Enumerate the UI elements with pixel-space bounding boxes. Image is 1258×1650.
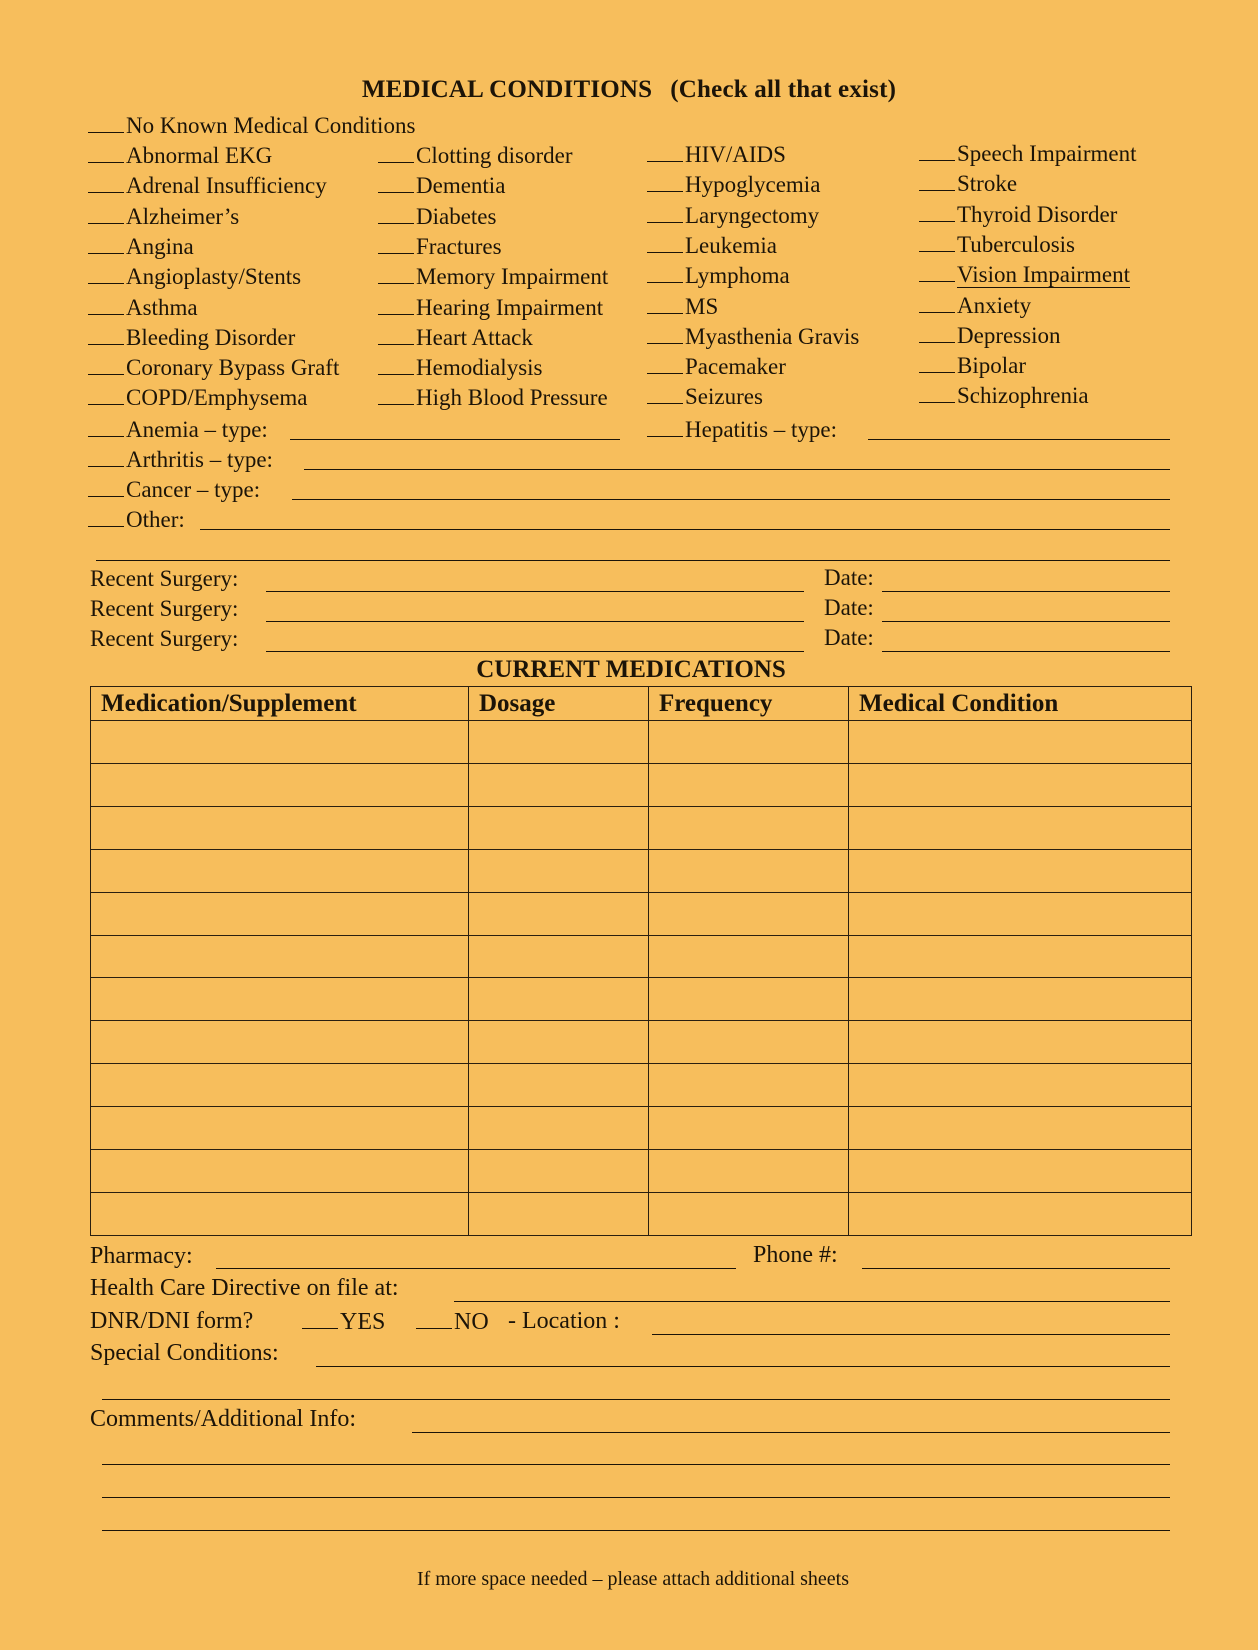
frequency-cell[interactable] bbox=[649, 806, 849, 849]
checkbox-blank[interactable] bbox=[647, 169, 683, 192]
condition-cell[interactable] bbox=[849, 1107, 1192, 1150]
checkbox-blank[interactable] bbox=[88, 292, 124, 315]
condition-arthritis[interactable] bbox=[88, 444, 273, 474]
checkbox-blank[interactable] bbox=[88, 140, 124, 163]
dosage-cell[interactable] bbox=[469, 806, 649, 849]
header-medication: Medication/Supplement bbox=[91, 687, 469, 721]
other-field-line-2[interactable] bbox=[96, 559, 1170, 561]
condition-item[interactable] bbox=[919, 229, 1075, 259]
checkbox-blank[interactable] bbox=[378, 382, 414, 405]
dnr-yes-label: YES bbox=[340, 1309, 386, 1335]
surgery-date-label-2: Date: bbox=[824, 595, 874, 620]
special-conditions-field-line-2[interactable] bbox=[102, 1398, 1170, 1400]
frequency-cell[interactable] bbox=[649, 721, 849, 764]
checkbox-blank[interactable] bbox=[647, 414, 683, 437]
medication-row bbox=[91, 1150, 1192, 1193]
checkbox-blank[interactable] bbox=[88, 322, 124, 345]
condition-label: Asthma bbox=[126, 294, 198, 320]
checkbox-blank[interactable] bbox=[647, 291, 683, 314]
pharmacy-field[interactable] bbox=[216, 1267, 736, 1269]
anemia-type-field[interactable] bbox=[290, 438, 620, 440]
checkbox-blank[interactable] bbox=[88, 444, 124, 467]
dosage-cell[interactable] bbox=[469, 1064, 649, 1107]
condition-label: Angina bbox=[126, 233, 194, 259]
dnr-yes-option[interactable] bbox=[302, 1306, 385, 1337]
condition-label: Schizophrenia bbox=[957, 383, 1089, 409]
condition-cell[interactable] bbox=[849, 935, 1192, 978]
dosage-cell[interactable] bbox=[469, 978, 649, 1021]
condition-item[interactable] bbox=[378, 201, 496, 231]
hepatitis-type-field[interactable] bbox=[868, 438, 1170, 440]
medication-cell[interactable] bbox=[91, 721, 469, 764]
checkbox-blank[interactable] bbox=[378, 292, 414, 315]
dosage-cell[interactable] bbox=[469, 892, 649, 935]
frequency-cell[interactable] bbox=[649, 1150, 849, 1193]
checkbox-blank[interactable] bbox=[378, 170, 414, 193]
checkbox-blank[interactable] bbox=[88, 352, 124, 375]
surgery-field-3[interactable] bbox=[266, 650, 804, 652]
checkbox-blank[interactable] bbox=[88, 414, 124, 437]
checkbox-blank[interactable] bbox=[302, 1306, 338, 1329]
condition-item[interactable] bbox=[919, 259, 1130, 289]
condition-label: Anemia – type: bbox=[126, 417, 268, 442]
frequency-cell[interactable] bbox=[649, 849, 849, 892]
condition-item[interactable] bbox=[919, 168, 1017, 198]
condition-item[interactable] bbox=[647, 139, 786, 169]
checkbox-blank[interactable] bbox=[919, 320, 955, 343]
checkbox-blank[interactable] bbox=[919, 380, 955, 403]
condition-label: Thyroid Disorder bbox=[957, 201, 1118, 227]
checkbox-blank[interactable] bbox=[88, 474, 124, 497]
medication-row bbox=[91, 763, 1192, 806]
condition-label: Pacemaker bbox=[685, 354, 786, 380]
condition-label: Alzheimer’s bbox=[126, 203, 240, 229]
checkbox-blank[interactable] bbox=[919, 138, 955, 161]
condition-cell[interactable] bbox=[849, 849, 1192, 892]
medication-row bbox=[91, 806, 1192, 849]
form-title-main: MEDICAL CONDITIONS bbox=[361, 76, 653, 103]
medications-body bbox=[91, 721, 1192, 1236]
medication-row bbox=[91, 1107, 1192, 1150]
header-frequency: Frequency bbox=[649, 687, 849, 721]
condition-cell[interactable] bbox=[849, 1192, 1192, 1235]
arthritis-type-field[interactable] bbox=[304, 468, 1170, 470]
condition-cell[interactable] bbox=[849, 721, 1192, 764]
checkbox-blank[interactable] bbox=[919, 259, 955, 282]
medication-row bbox=[91, 721, 1192, 764]
condition-item[interactable] bbox=[88, 322, 295, 352]
condition-label: Adrenal Insufficiency bbox=[126, 173, 327, 199]
checkbox-blank[interactable] bbox=[378, 352, 414, 375]
dosage-cell[interactable] bbox=[469, 763, 649, 806]
medication-row bbox=[91, 892, 1192, 935]
condition-item[interactable] bbox=[378, 170, 505, 200]
condition-label: Stroke bbox=[957, 171, 1018, 197]
comments-label: Comments/Additional Info: bbox=[90, 1406, 356, 1432]
cancer-type-field[interactable] bbox=[292, 498, 1170, 500]
condition-label: Hypoglycemia bbox=[685, 172, 821, 198]
medication-row bbox=[91, 1064, 1192, 1107]
checkbox-blank[interactable] bbox=[919, 229, 955, 252]
medication-cell[interactable] bbox=[91, 1021, 469, 1064]
condition-anemia[interactable] bbox=[88, 414, 268, 444]
checkbox-blank[interactable] bbox=[647, 351, 683, 374]
dosage-cell[interactable] bbox=[469, 1021, 649, 1064]
condition-cell[interactable] bbox=[849, 978, 1192, 1021]
medications-title: CURRENT MEDICATIONS bbox=[476, 656, 786, 683]
condition-label: Fractures bbox=[416, 233, 502, 259]
checkbox-blank[interactable] bbox=[378, 322, 414, 345]
dosage-cell[interactable] bbox=[469, 935, 649, 978]
condition-item[interactable] bbox=[88, 170, 327, 200]
condition-item[interactable] bbox=[647, 169, 820, 199]
condition-item[interactable] bbox=[88, 292, 198, 322]
condition-cancer[interactable] bbox=[88, 474, 260, 504]
checkbox-blank[interactable] bbox=[88, 382, 124, 405]
condition-item[interactable] bbox=[647, 291, 718, 321]
condition-label: Memory Impairment bbox=[416, 264, 609, 290]
dnr-location-field[interactable] bbox=[652, 1333, 1170, 1335]
condition-label: Speech Impairment bbox=[957, 141, 1137, 166]
dnr-no-option[interactable] bbox=[416, 1306, 489, 1337]
condition-item[interactable] bbox=[647, 200, 819, 230]
checkbox-blank[interactable] bbox=[378, 231, 414, 254]
condition-item[interactable] bbox=[647, 381, 763, 411]
medications-header-row bbox=[91, 687, 1192, 721]
medication-cell[interactable] bbox=[91, 935, 469, 978]
condition-label: Diabetes bbox=[416, 203, 497, 229]
condition-label: Other: bbox=[126, 507, 185, 532]
condition-label: HIV/AIDS bbox=[685, 142, 786, 167]
condition-label: Angioplasty/Stents bbox=[126, 264, 302, 290]
dosage-cell[interactable] bbox=[469, 1150, 649, 1193]
medication-row bbox=[91, 1021, 1192, 1064]
condition-cell[interactable] bbox=[849, 1064, 1192, 1107]
dnr-label: DNR/DNI form? bbox=[90, 1308, 254, 1334]
condition-label: Myasthenia Gravis bbox=[685, 323, 860, 349]
frequency-cell[interactable] bbox=[649, 978, 849, 1021]
condition-label: Leukemia bbox=[685, 232, 777, 258]
condition-cell[interactable] bbox=[849, 1021, 1192, 1064]
condition-label: Cancer – type: bbox=[126, 477, 261, 502]
condition-item[interactable] bbox=[378, 292, 603, 322]
form-title-sub: (Check all that exist) bbox=[670, 76, 897, 103]
medication-cell[interactable] bbox=[91, 1064, 469, 1107]
condition-item[interactable] bbox=[647, 230, 777, 260]
dosage-cell[interactable] bbox=[469, 1107, 649, 1150]
medications-table bbox=[90, 686, 1192, 1236]
condition-item[interactable] bbox=[378, 322, 533, 352]
condition-item[interactable] bbox=[919, 290, 1031, 320]
condition-label: MS bbox=[685, 293, 719, 319]
medication-row bbox=[91, 935, 1192, 978]
frequency-cell[interactable] bbox=[649, 892, 849, 935]
footer-note: If more space needed – please attach additional sheets bbox=[416, 1568, 850, 1590]
phone-label: Phone #: bbox=[753, 1242, 838, 1268]
frequency-cell[interactable] bbox=[649, 1064, 849, 1107]
surgery-date-label-1: Date: bbox=[824, 565, 874, 590]
frequency-cell[interactable] bbox=[649, 1192, 849, 1235]
condition-item[interactable] bbox=[88, 382, 307, 412]
medication-cell[interactable] bbox=[91, 1150, 469, 1193]
dosage-cell[interactable] bbox=[469, 1192, 649, 1235]
condition-item[interactable] bbox=[919, 380, 1089, 410]
frequency-cell[interactable] bbox=[649, 1107, 849, 1150]
condition-item[interactable] bbox=[378, 140, 573, 170]
surgery-date-field-1[interactable] bbox=[882, 590, 1170, 592]
medication-cell[interactable] bbox=[91, 1192, 469, 1235]
checkbox-blank[interactable] bbox=[416, 1306, 452, 1329]
checkbox-blank[interactable] bbox=[647, 321, 683, 344]
condition-no-known[interactable] bbox=[88, 110, 415, 140]
condition-label: Seizures bbox=[685, 384, 763, 410]
condition-label: Anxiety bbox=[957, 292, 1032, 318]
condition-item[interactable] bbox=[919, 320, 1060, 350]
checkbox-blank[interactable] bbox=[88, 504, 124, 527]
phone-field[interactable] bbox=[862, 1267, 1170, 1269]
condition-item[interactable] bbox=[647, 321, 859, 351]
medication-cell[interactable] bbox=[91, 978, 469, 1021]
condition-item[interactable] bbox=[88, 201, 239, 231]
condition-item[interactable] bbox=[919, 350, 1026, 380]
condition-label: Lymphoma bbox=[685, 263, 790, 289]
condition-item[interactable] bbox=[378, 352, 543, 382]
condition-label: Bleeding Disorder bbox=[126, 324, 296, 350]
condition-item[interactable] bbox=[378, 231, 502, 261]
frequency-cell[interactable] bbox=[649, 1021, 849, 1064]
checkbox-blank[interactable] bbox=[647, 139, 683, 162]
special-conditions-field[interactable] bbox=[316, 1365, 1170, 1367]
medication-cell[interactable] bbox=[91, 1107, 469, 1150]
condition-label: Abnormal EKG bbox=[126, 143, 273, 168]
checkbox-blank[interactable] bbox=[647, 381, 683, 404]
checkbox-blank[interactable] bbox=[919, 290, 955, 313]
dnr-no-label: NO bbox=[454, 1309, 489, 1335]
medication-row bbox=[91, 1192, 1192, 1235]
condition-item[interactable] bbox=[88, 261, 301, 291]
dosage-cell[interactable] bbox=[469, 849, 649, 892]
condition-item[interactable] bbox=[88, 140, 272, 170]
condition-label: Dementia bbox=[416, 173, 506, 199]
condition-item[interactable] bbox=[88, 352, 339, 382]
dnr-location-label: - Location : bbox=[508, 1308, 620, 1334]
checkbox-blank[interactable] bbox=[378, 140, 414, 163]
condition-label: Hemodialysis bbox=[416, 355, 543, 381]
condition-label: High Blood Pressure bbox=[416, 385, 608, 411]
special-conditions-label: Special Conditions: bbox=[90, 1340, 279, 1366]
surgery-field-1[interactable] bbox=[266, 590, 804, 592]
medication-cell[interactable] bbox=[91, 763, 469, 806]
surgery-field-2[interactable] bbox=[266, 620, 804, 622]
surgery-label-2: Recent Surgery: bbox=[90, 596, 239, 621]
comments-field[interactable] bbox=[412, 1431, 1170, 1433]
condition-item[interactable] bbox=[647, 351, 786, 381]
header-dosage: Dosage bbox=[469, 687, 649, 721]
surgery-date-field-2[interactable] bbox=[882, 620, 1170, 622]
directive-label: Health Care Directive on file at: bbox=[90, 1275, 399, 1301]
medication-row bbox=[91, 978, 1192, 1021]
condition-cell[interactable] bbox=[849, 763, 1192, 806]
frequency-cell[interactable] bbox=[649, 763, 849, 806]
condition-other[interactable] bbox=[88, 504, 185, 534]
checkbox-blank[interactable] bbox=[919, 199, 955, 222]
checkbox-blank[interactable] bbox=[647, 200, 683, 223]
checkbox-blank[interactable] bbox=[378, 201, 414, 224]
checkbox-blank[interactable] bbox=[378, 261, 414, 284]
other-field[interactable] bbox=[200, 528, 1170, 530]
condition-label: Clotting disorder bbox=[416, 143, 573, 168]
condition-cell[interactable] bbox=[849, 1150, 1192, 1193]
condition-item[interactable] bbox=[88, 231, 194, 261]
checkbox-blank[interactable] bbox=[919, 350, 955, 373]
condition-hepatitis[interactable] bbox=[647, 414, 837, 444]
checkbox-blank[interactable] bbox=[88, 231, 124, 254]
pharmacy-label: Pharmacy: bbox=[90, 1243, 193, 1269]
surgery-label-3: Recent Surgery: bbox=[90, 626, 239, 651]
condition-item[interactable] bbox=[378, 382, 608, 412]
condition-label: Hearing Impairment bbox=[416, 294, 604, 320]
condition-label: Hepatitis – type: bbox=[685, 417, 838, 442]
condition-label: Vision Impairment bbox=[957, 262, 1131, 288]
medication-row bbox=[91, 849, 1192, 892]
comments-field-line-4[interactable] bbox=[102, 1529, 1170, 1531]
checkbox-blank[interactable] bbox=[647, 230, 683, 253]
comments-field-line-2[interactable] bbox=[102, 1463, 1170, 1465]
condition-cell[interactable] bbox=[849, 806, 1192, 849]
surgery-label-1: Recent Surgery: bbox=[90, 566, 239, 591]
dosage-cell[interactable] bbox=[469, 721, 649, 764]
condition-label: Heart Attack bbox=[416, 324, 533, 350]
checkbox-blank[interactable] bbox=[88, 110, 124, 133]
condition-label: Arthritis – type: bbox=[126, 447, 273, 472]
condition-item[interactable] bbox=[378, 261, 608, 291]
condition-label: Laryngectomy bbox=[685, 202, 820, 228]
medication-cell[interactable] bbox=[91, 806, 469, 849]
form-title bbox=[0, 76, 1258, 104]
condition-item[interactable] bbox=[919, 199, 1117, 229]
checkbox-blank[interactable] bbox=[88, 170, 124, 193]
header-medical-condition: Medical Condition bbox=[849, 687, 1192, 721]
condition-item[interactable] bbox=[647, 260, 790, 290]
condition-cell[interactable] bbox=[849, 892, 1192, 935]
condition-label: Coronary Bypass Graft bbox=[126, 355, 340, 381]
frequency-cell[interactable] bbox=[649, 935, 849, 978]
checkbox-blank[interactable] bbox=[919, 168, 955, 191]
comments-field-line-3[interactable] bbox=[102, 1496, 1170, 1498]
condition-label: Depression bbox=[957, 322, 1061, 348]
condition-label: Tuberculosis bbox=[957, 231, 1075, 257]
medication-cell[interactable] bbox=[91, 849, 469, 892]
condition-label: No Known Medical Conditions bbox=[126, 113, 416, 138]
directive-field[interactable] bbox=[454, 1300, 1170, 1302]
surgery-date-field-3[interactable] bbox=[882, 650, 1170, 652]
condition-item[interactable] bbox=[919, 138, 1136, 168]
checkbox-blank[interactable] bbox=[88, 201, 124, 224]
checkbox-blank[interactable] bbox=[88, 261, 124, 284]
surgery-date-label-3: Date: bbox=[824, 625, 874, 650]
condition-label: COPD/Emphysema bbox=[126, 385, 308, 411]
medication-cell[interactable] bbox=[91, 892, 469, 935]
checkbox-blank[interactable] bbox=[647, 260, 683, 283]
condition-label: Bipolar bbox=[957, 353, 1026, 379]
